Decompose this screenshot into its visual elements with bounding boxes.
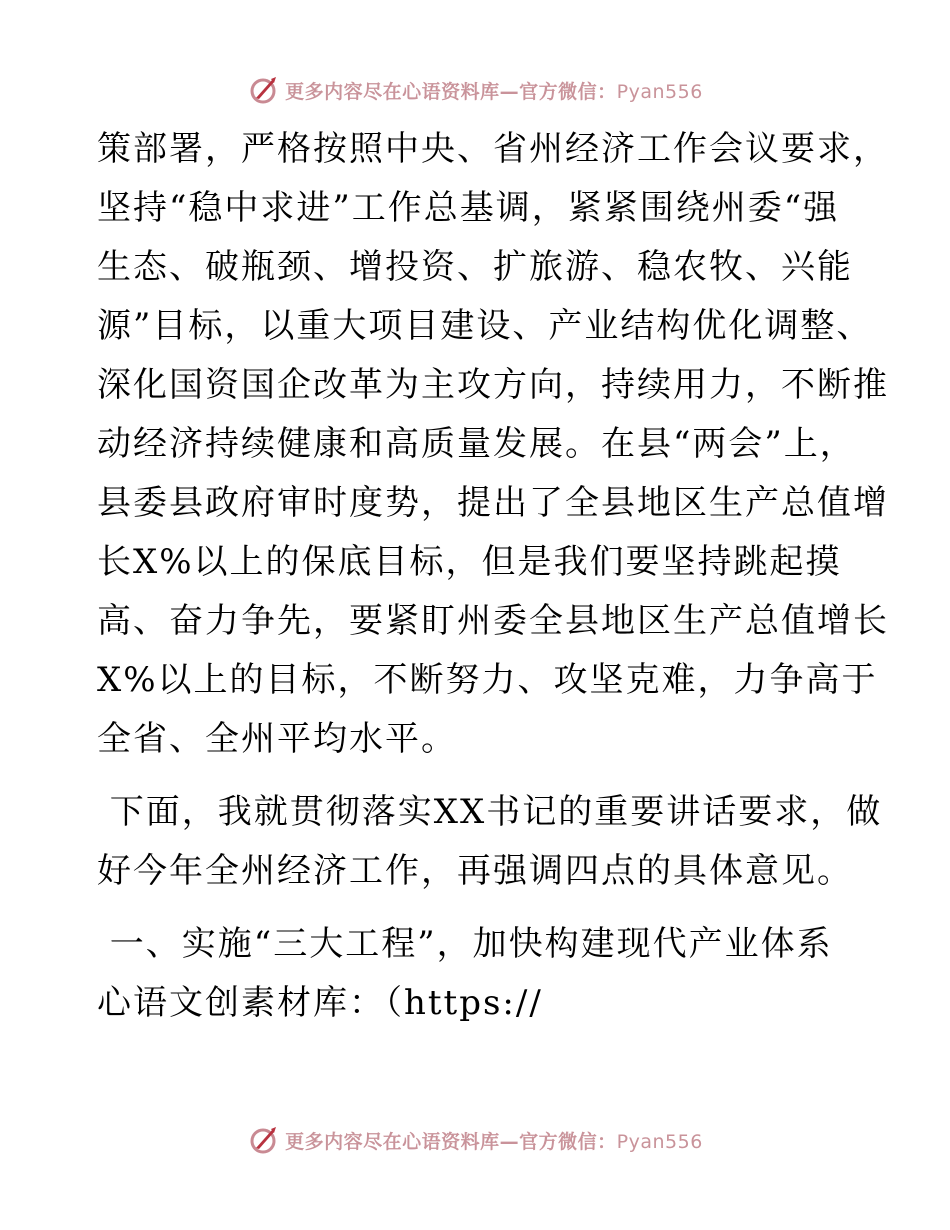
quill-pen-logo-icon: [247, 1124, 279, 1156]
header-banner-text: 更多内容尽在心语资料库—官方微信：Pyan556: [285, 80, 703, 103]
footer-banner-text: 更多内容尽在心语资料库—官方微信：Pyan556: [285, 1130, 703, 1153]
header-wechat-id: Pyan556: [616, 80, 703, 103]
paragraph-2: 下面，我就贯彻落实XX书记的重要讲话要求，做 好今年全州经济工作，再强调四点的具体意见。: [97, 792, 883, 891]
footer-banner: [0, 1120, 950, 1160]
quill-pen-logo-icon: [247, 74, 279, 106]
footer-wechat-id: Pyan556: [616, 1130, 703, 1153]
header-banner: [0, 70, 950, 110]
document-body: [97, 120, 889, 1033]
source-link-text: 心语文创素材库：（https://: [97, 983, 543, 1023]
paragraph-1: 策部署，严格按照中央、省州经济工作会议要求， 坚持“稳中求进”工作总基调，紧紧围绕州委“强 生态、破瓶颈、增投资、扩旅游、稳农牧、兴能 源”目标，以重大项目建设、产业结构优化调整、 深化国资国企改革为主攻方向，持续用力，不断推 动经济持续健康和高质量发展。在县“两会”上， 县委县政府审时度势，提出了全县地区生产总值增 长X%以上的保底目标，但是我们要坚持跳起摸 高、奋力争先，要紧盯州委全县地区生产总值增长 X%以上的目标，不断努力、攻坚克难，力争高于 全省、全州平均水平。: [97, 129, 889, 759]
section-heading: 一、实施“三大工程”，加快构建现代产业体系 心语文创素材库：（https://: [97, 924, 833, 1023]
